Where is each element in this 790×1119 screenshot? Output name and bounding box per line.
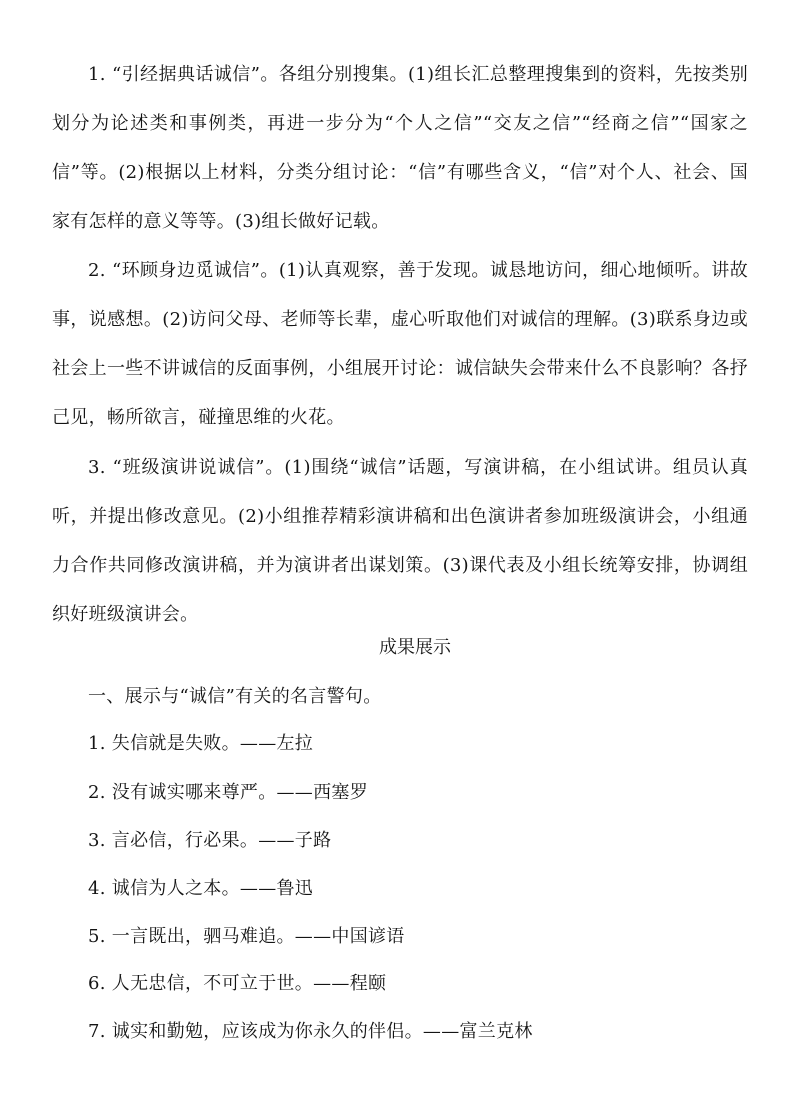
section-heading: 成果展示 [379, 637, 451, 658]
quotes-intro: 一、展示与“诚信”有关的名言警句。 [88, 686, 382, 707]
paragraph-3: 3. “班级演讲说诚信”。(1)围绕“诚信”话题，写演讲稿，在小组试讲。组员认真听，并提出修改意见。(2)小组推荐精彩演讲稿和出色演讲者参加班级演讲会，小组通力合作共同修改演讲稿，并为演讲者出谋划策。(3)课代表及小组长统筹安排，协调组织好班级演讲会。 [52, 457, 748, 625]
quote-item-2: 2. 没有诚实哪来尊严。——西塞罗 [88, 782, 368, 803]
paragraph-1: 1. “引经据典话诚信”。各组分别搜集。(1)组长汇总整理搜集到的资料，先按类别划分为论述类和事例类，再进一步分为“个人之信”“交友之信”“经商之信”“国家之信”等。(2)根据以上材料，分类分组讨论：“信”有哪些含义，“信”对个人、社会、国家有怎样的意义等等。(3)组长做好记载。 [52, 64, 748, 232]
quote-item-5: 5. 一言既出，驷马难追。——中国谚语 [88, 926, 405, 947]
quote-item-6: 6. 人无忠信，不可立于世。——程颐 [88, 973, 387, 994]
paragraph-2: 2. “环顾身边觅诚信”。(1)认真观察，善于发现。诚恳地访问，细心地倾听。讲故事，说感想。(2)访问父母、老师等长辈，虚心听取他们对诚信的理解。(3)联系身边或社会上一些不讲诚信的反面事例，小组展开讨论：诚信缺失会带来什么不良影响？各抒己见，畅所欲言，碰撞思维的火花。 [52, 260, 748, 428]
quote-item-1: 1. 失信就是失败。——左拉 [88, 733, 314, 754]
quote-item-7: 7. 诚实和勤勉，应该成为你永久的伴侣。——富兰克林 [88, 1021, 533, 1042]
quote-item-4: 4. 诚信为人之本。——鲁迅 [88, 878, 314, 899]
quote-item-3: 3. 言必信，行必果。——子路 [88, 830, 332, 851]
